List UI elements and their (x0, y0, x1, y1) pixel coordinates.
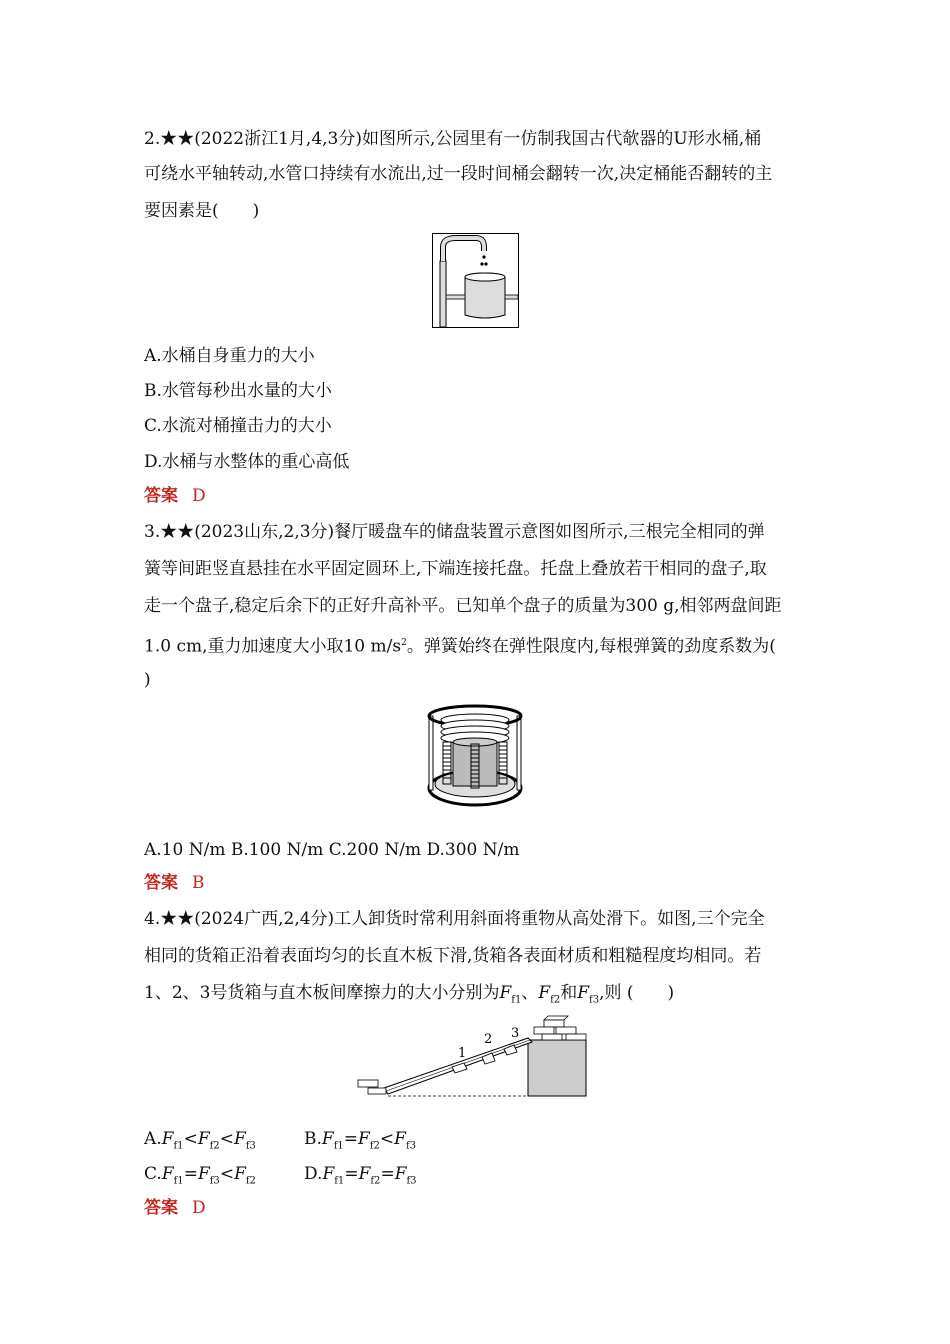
q4-box-label-2: 2 (484, 1032, 493, 1047)
q4-f1-subscript: f1 (173, 1175, 184, 1187)
q4-f2-subscript: f2 (209, 1140, 220, 1152)
q4-f2-subscript: f2 (550, 994, 561, 1006)
q2-option-d: D.水桶与水整体的重心高低 (144, 452, 350, 472)
q4-f3-subscript: f3 (589, 994, 600, 1006)
q4-option-a-label: A. (144, 1129, 162, 1149)
q4-option-a (144, 1128, 256, 1157)
q4-f-symbol: F (321, 1129, 334, 1149)
q4-f-symbol: F (358, 1129, 370, 1149)
q3-options: A.10 N/m B.100 N/m C.200 N/m D.300 N/m (144, 840, 520, 860)
q4-f3-subscript: f3 (405, 1140, 417, 1152)
q4-f2-subscript: f2 (245, 1175, 256, 1187)
q4-f-symbol: F (499, 983, 512, 1003)
q3-stem-line-2: 簧等间距竖直悬挂在水平固定圆环上,下端连接托盘。托盘上叠放若干相同的盘子,取 (144, 559, 767, 579)
q3-stem-line-4 (144, 632, 776, 658)
q4-f-symbol: F (322, 1164, 335, 1184)
q4-f1-subscript: f1 (511, 994, 522, 1006)
q4-answer-value: D (192, 1198, 206, 1218)
q4-f-symbol: F (161, 1129, 174, 1149)
q4-separator-1: 、 (521, 983, 539, 1003)
q4-operator: = (380, 1164, 395, 1184)
q4-f3-subscript: f3 (209, 1175, 220, 1187)
q3-answer (144, 872, 205, 894)
q2-answer (144, 485, 206, 507)
q4-operator: < (219, 1129, 234, 1149)
q4-answer-label: 答案 (144, 1198, 178, 1218)
q4-option-d (304, 1163, 417, 1192)
q4-f-symbol: F (577, 983, 589, 1003)
q4-f3-subscript: f3 (406, 1175, 417, 1187)
q3-stem-line-3: 走一个盘子,稳定后余下的正好升高补平。已知单个盘子的质量为300 g,相邻两盘间距 (144, 596, 782, 616)
q4-f-symbol: F (538, 983, 551, 1003)
q2-stem-line-1: 2.★★(2022浙江1月,4,3分)如图所示,公园里有一仿制我国古代欹器的U形水桶,桶 (144, 129, 762, 149)
q4-operator: = (343, 1129, 359, 1149)
q4-f1-subscript: f1 (333, 1140, 344, 1152)
q4-incline-figure (354, 1012, 600, 1102)
q4-f-symbol: F (394, 1129, 406, 1149)
q4-f2-subscript: f2 (370, 1175, 381, 1187)
q4-operator: < (219, 1164, 235, 1184)
q4-operator: = (183, 1164, 198, 1184)
q4-f-symbol: F (197, 1164, 210, 1184)
q2-bucket-figure (432, 233, 520, 329)
q4-f-symbol: F (161, 1164, 174, 1184)
q4-separator-2: 和 (560, 983, 578, 1003)
q3-stem-line-4a: 1.0 cm,重力加速度大小取10 m/s (144, 636, 402, 657)
q4-f-symbol: F (358, 1164, 371, 1184)
q4-f3-subscript: f3 (245, 1140, 256, 1152)
q2-stem-line-2: 可绕水平轴转动,水管口持续有水流出,过一段时间桶会翻转一次,决定桶能否翻转的主 (144, 164, 773, 184)
q4-f-symbol: F (394, 1164, 407, 1184)
q3-stem-line-1: 3.★★(2023山东,2,3分)餐厅暖盘车的储盘装置示意图如图所示,三根完全相同的弹 (144, 522, 765, 542)
q3-stem-line-4b: 。弹簧始终在弹性限度内,每根弹簧的劲度系数为( (406, 636, 776, 657)
q4-f-symbol: F (233, 1129, 246, 1149)
q4-stem-line-3b: ,则 ( ) (599, 983, 675, 1003)
q4-option-c (144, 1163, 256, 1192)
q4-option-b (304, 1128, 416, 1157)
q3-unit-exponent: 2 (401, 638, 407, 648)
q4-stem-line-2: 相同的货箱正沿着表面均匀的长直木板下滑,货箱各表面材质和粗糙程度均相同。若 (144, 946, 762, 966)
q4-f2-subscript: f2 (369, 1140, 380, 1152)
q4-f-symbol: F (234, 1164, 246, 1184)
q4-option-b-label: B. (304, 1129, 322, 1149)
q2-option-a: A.水桶自身重力的大小 (144, 346, 315, 366)
q4-box-label-1: 1 (458, 1046, 467, 1061)
q3-answer-value: B (192, 873, 205, 893)
q4-operator: = (344, 1164, 359, 1184)
q2-option-c: C.水流对桶撞击力的大小 (144, 416, 332, 436)
q2-stem-line-3: 要因素是( ) (144, 201, 260, 221)
q4-box-label-3: 3 (511, 1026, 520, 1041)
q4-stem-line-1: 4.★★(2024广西,2,4分)工人卸货时常利用斜面将重物从高处滑下。如图,三个完全 (144, 909, 765, 929)
q4-operator: < (379, 1129, 395, 1149)
q4-stem-line-3a: 1、2、3号货箱与直木板间摩擦力的大小分别为 (144, 983, 500, 1003)
q4-f-symbol: F (197, 1129, 210, 1149)
q2-option-b: B.水管每秒出水量的大小 (144, 381, 332, 401)
q3-stem-line-5: ) (144, 670, 151, 690)
q2-answer-value: D (192, 486, 206, 506)
q4-f1-subscript: f1 (173, 1140, 184, 1152)
q4-stem-line-3 (144, 982, 674, 1011)
q4-option-c-label: C. (144, 1164, 162, 1184)
q2-answer-label: 答案 (144, 486, 178, 506)
q4-operator: < (183, 1129, 198, 1149)
q3-answer-label: 答案 (144, 873, 178, 893)
q4-answer (144, 1197, 206, 1219)
q4-option-d-label: D. (304, 1164, 323, 1184)
q4-f1-subscript: f1 (334, 1175, 345, 1187)
q3-plate-warmer-figure (426, 702, 524, 810)
